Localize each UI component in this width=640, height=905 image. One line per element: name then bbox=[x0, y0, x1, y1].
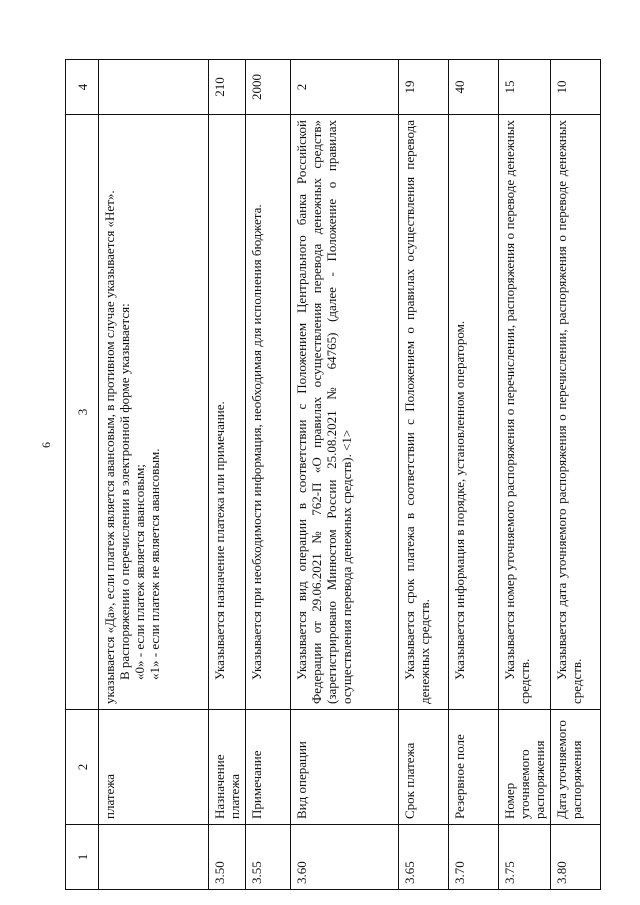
table-row bbox=[399, 60, 449, 890]
row-number: 3.55 bbox=[246, 825, 291, 890]
row-length: 15 bbox=[499, 60, 551, 115]
rotated-table-wrapper bbox=[65, 60, 595, 890]
row-description bbox=[246, 115, 291, 710]
row-number: 3.60 bbox=[291, 825, 399, 890]
table-row bbox=[99, 60, 209, 890]
requirements-table bbox=[65, 59, 601, 890]
row-number bbox=[99, 825, 209, 890]
row-length: 210 bbox=[209, 60, 246, 115]
row-length: 2000 bbox=[246, 60, 291, 115]
description-line: Указывается номер уточняемого распоряжения о перечислении, распоряжения о переводе денежных средств. bbox=[502, 120, 532, 704]
description-line: Указывается при необходимости информация, необходимая для исполнения бюджета. bbox=[249, 204, 264, 680]
row-description bbox=[449, 115, 499, 710]
row-length: 2 bbox=[291, 60, 399, 115]
row-length: 19 bbox=[399, 60, 449, 115]
table-row bbox=[291, 60, 399, 890]
row-description bbox=[99, 115, 209, 710]
row-number: 3.80 bbox=[551, 825, 601, 890]
description-line: Указывается вид операции в соответствии с Положением Центрального банка Российской Федерации от 29.06.2021 № 762-П «О правилах осуществления перевода денежных средств» (зарегистрировано Минюстом России 25.08.2021 № 64765) (далее - Положение о правилах осуществления перевода денежных средств). <1> bbox=[294, 120, 354, 704]
row-length bbox=[99, 60, 209, 115]
description-line: «0» - если платеж является авансовым; bbox=[132, 464, 147, 680]
header-col-3: 3 bbox=[66, 115, 99, 710]
row-name: Резервное поле bbox=[449, 710, 499, 825]
description-line: указывается «Да», если платеж является авансовым, в противном случае указывается «Нет». bbox=[102, 190, 117, 704]
row-name: Номер уточняемого распоряжения bbox=[499, 710, 551, 825]
table-row bbox=[499, 60, 551, 890]
row-description bbox=[209, 115, 246, 710]
header-col-4: 4 bbox=[66, 60, 99, 115]
header-row bbox=[66, 60, 99, 890]
page-number: 6 bbox=[39, 442, 53, 448]
table-row bbox=[246, 60, 291, 890]
table-row bbox=[449, 60, 499, 890]
description-line: Указывается информация в порядке, установленном оператором. bbox=[452, 320, 467, 680]
row-name: Примечание bbox=[246, 710, 291, 825]
row-description bbox=[499, 115, 551, 710]
row-name: Срок платежа bbox=[399, 710, 449, 825]
row-number: 3.50 bbox=[209, 825, 246, 890]
row-description bbox=[291, 115, 399, 710]
row-number: 3.70 bbox=[449, 825, 499, 890]
row-length: 10 bbox=[551, 60, 601, 115]
row-number: 3.75 bbox=[499, 825, 551, 890]
description-line: В распоряжении о перечислении в электронной форме указывается: bbox=[117, 303, 132, 680]
description-line: Указывается назначение платежа или примечание. bbox=[212, 401, 227, 680]
row-length: 40 bbox=[449, 60, 499, 115]
row-description bbox=[399, 115, 449, 710]
row-number: 3.65 bbox=[399, 825, 449, 890]
table-row bbox=[209, 60, 246, 890]
description-line: Указывается срок платежа в соответствии с Положением о правилах осуществления перевода денежных средств. bbox=[402, 120, 432, 704]
header-col-2: 2 bbox=[66, 710, 99, 825]
description-line: «1» - если платеж не является авансовым. bbox=[147, 448, 162, 680]
row-name: платежа bbox=[99, 710, 209, 825]
row-name: Дата уточняемого распоряжения bbox=[551, 710, 601, 825]
row-description bbox=[551, 115, 601, 710]
row-name: Назначение платежа bbox=[209, 710, 246, 825]
description-line: Указывается дата уточняемого распоряжения о перечислении, распоряжения о переводе денежных средств. bbox=[554, 120, 584, 704]
table-row bbox=[551, 60, 601, 890]
row-name: Вид операции bbox=[291, 710, 399, 825]
header-col-1: 1 bbox=[66, 825, 99, 890]
